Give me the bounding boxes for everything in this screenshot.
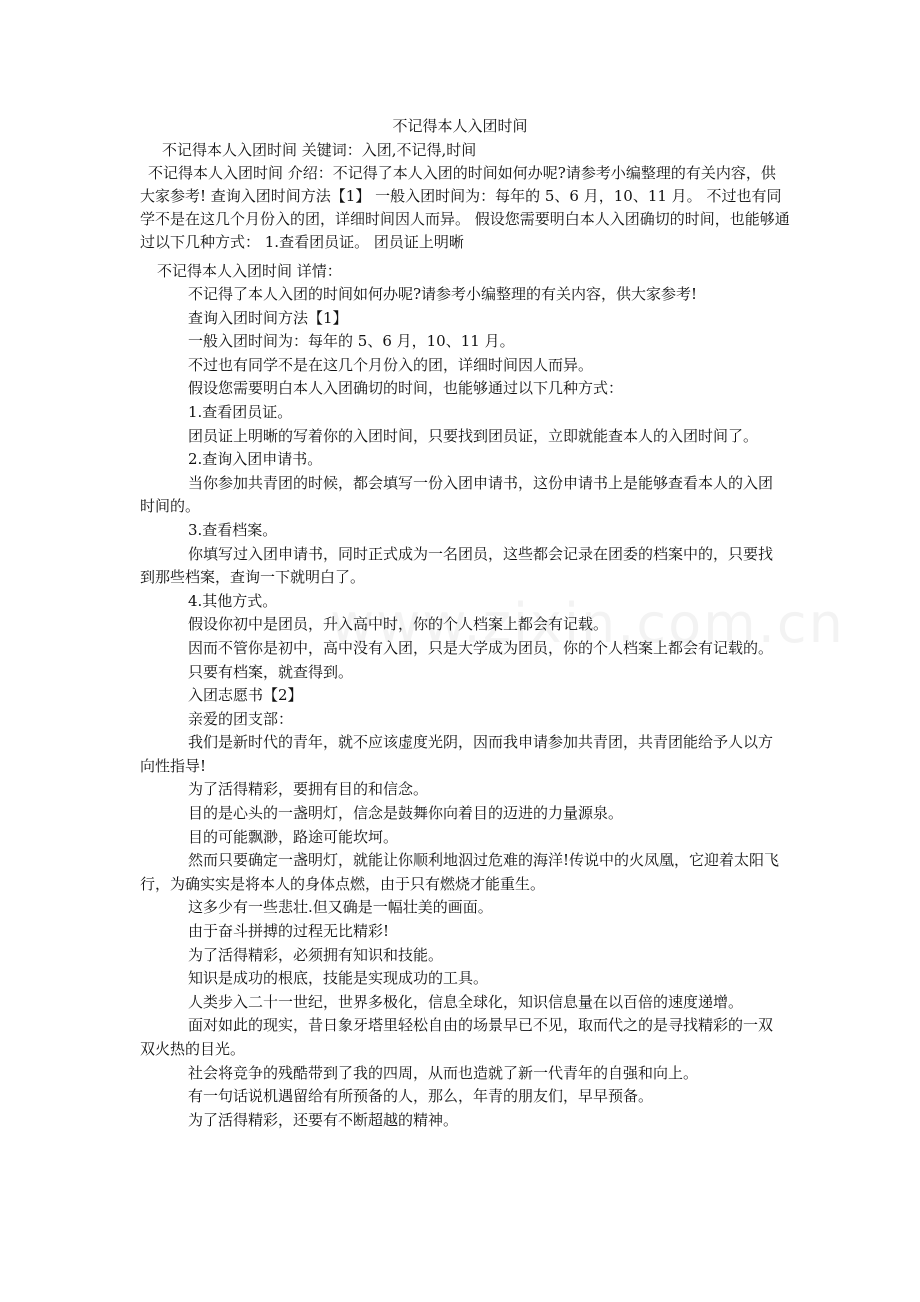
section-heading: 查询入团时间方法【1】 — [188, 308, 348, 327]
paragraph: 目的是心头的一盏明灯，信念是鼓舞你向着目的迈进的力量源泉。 — [188, 804, 624, 823]
list-heading: 2.查询入团申请书。 — [188, 450, 323, 469]
paragraph: 不记得了本人入团的时间如何办呢?请参考小编整理的有关内容，供大家参考! — [188, 285, 698, 303]
list-heading: 4.其他方式。 — [188, 591, 278, 610]
paragraph: 面对如此的现实，昔日象牙塔里轻松自由的场景早已不见，取而代之的是寻找精彩的一双双火热的目光。 — [140, 1016, 774, 1058]
paragraph: 为了活得精彩，还要有不断超越的精神。 — [188, 1110, 459, 1129]
paragraph: 不过也有同学不是在这几个月份入的团，详细时间因人而异。 — [188, 355, 594, 374]
paragraph: 这多少有一些悲壮.但又确是一幅壮美的画面。 — [188, 898, 493, 917]
paragraph: 为了活得精彩，必须拥有知识和技能。 — [188, 945, 444, 964]
paragraph: 你填写过入团申请书，同时正式成为一名团员，这些都会记录在团委的档案中的，只要找到那些档案，查询一下就明白了。 — [140, 544, 774, 587]
paragraph: 有一句话说机遇留给有所预备的人，那么，年青的朋友们，早早预备。 — [188, 1087, 654, 1106]
paragraph: 因而不管你是初中，高中没有入团，只是大学成为团员，你的个人档案上都会有记载的。 — [188, 638, 774, 657]
paragraph: 知识是成功的根底，技能是实现成功的工具。 — [188, 969, 489, 988]
paragraph: 我们是新时代的青年，就不应该虚度光阴，因而我申请参加共青团，共青团能给予人以方向性指导! — [140, 733, 774, 775]
paragraph: 人类步入二十一世纪，世界多极化，信息全球化，知识信息量在以百倍的速度递增。 — [188, 992, 744, 1011]
keywords-line: 不记得本人入团时间 关键词：入团,不记得,时间 — [162, 141, 477, 159]
paragraph: 由于奋斗拼搏的过程无比精彩! — [188, 922, 390, 941]
paragraph: 假设您需要明白本人入团确切的时间，也能够通过以下几种方式： — [188, 379, 624, 398]
paragraph: 目的可能飘渺，路途可能坎坷。 — [188, 827, 399, 846]
section-heading: 入团志愿书【2】 — [188, 686, 303, 705]
paragraph: 当你参加共青团的时候，都会填写一份入团申请书，这份申请书上是能够查看本人的入团时间的。 — [140, 473, 774, 516]
list-heading: 1.查看团员证。 — [188, 402, 293, 421]
paragraph: 为了活得精彩，要拥有目的和信念。 — [188, 780, 429, 799]
paragraph: 然而只要确定一盏明灯，就能让你顺利地泅过危难的海洋!传说中的火凤凰，它迎着太阳飞行，为确实实是将本人的身体点燃，由于只有燃烧才能重生。 — [140, 851, 780, 893]
document-title: 不记得本人入团时间 — [392, 117, 528, 135]
list-heading: 3.查看档案。 — [188, 520, 278, 539]
paragraph: 一般入团时间为：每年的 5、6 月，10、11 月。 — [188, 332, 515, 351]
intro-summary: 不记得本人入团时间 介绍：不记得了本人入团的时间如何办呢?请参考小编整理的有关内容，供大家参考! 查询入团时间方法【1】 一般入团时间为：每年的 5、6 月，10、11 月。 不过也有同学不是在这几个月份入的团，详细时间因人而异。 假设您需要明白本人入团确切的时间，也能够通过以下几种方式： 1.查看团员证。 团员证上明晰 — [140, 164, 790, 251]
document-body — [140, 283, 785, 1132]
paragraph: 团员证上明晰的写着你的入团时间，只要找到团员证，立即就能查本人的入团时间了。 — [188, 426, 759, 445]
paragraph: 假设你初中是团员，升入高中时，你的个人档案上都会有记载。 — [188, 615, 609, 634]
salutation: 亲爱的团支部： — [188, 709, 294, 728]
details-heading: 不记得本人入团时间 详情： — [157, 262, 342, 280]
paragraph: 社会将竞争的残酷带到了我的四周，从而也造就了新一代青年的自强和向上。 — [188, 1063, 699, 1082]
paragraph: 只要有档案，就查得到。 — [188, 662, 354, 681]
